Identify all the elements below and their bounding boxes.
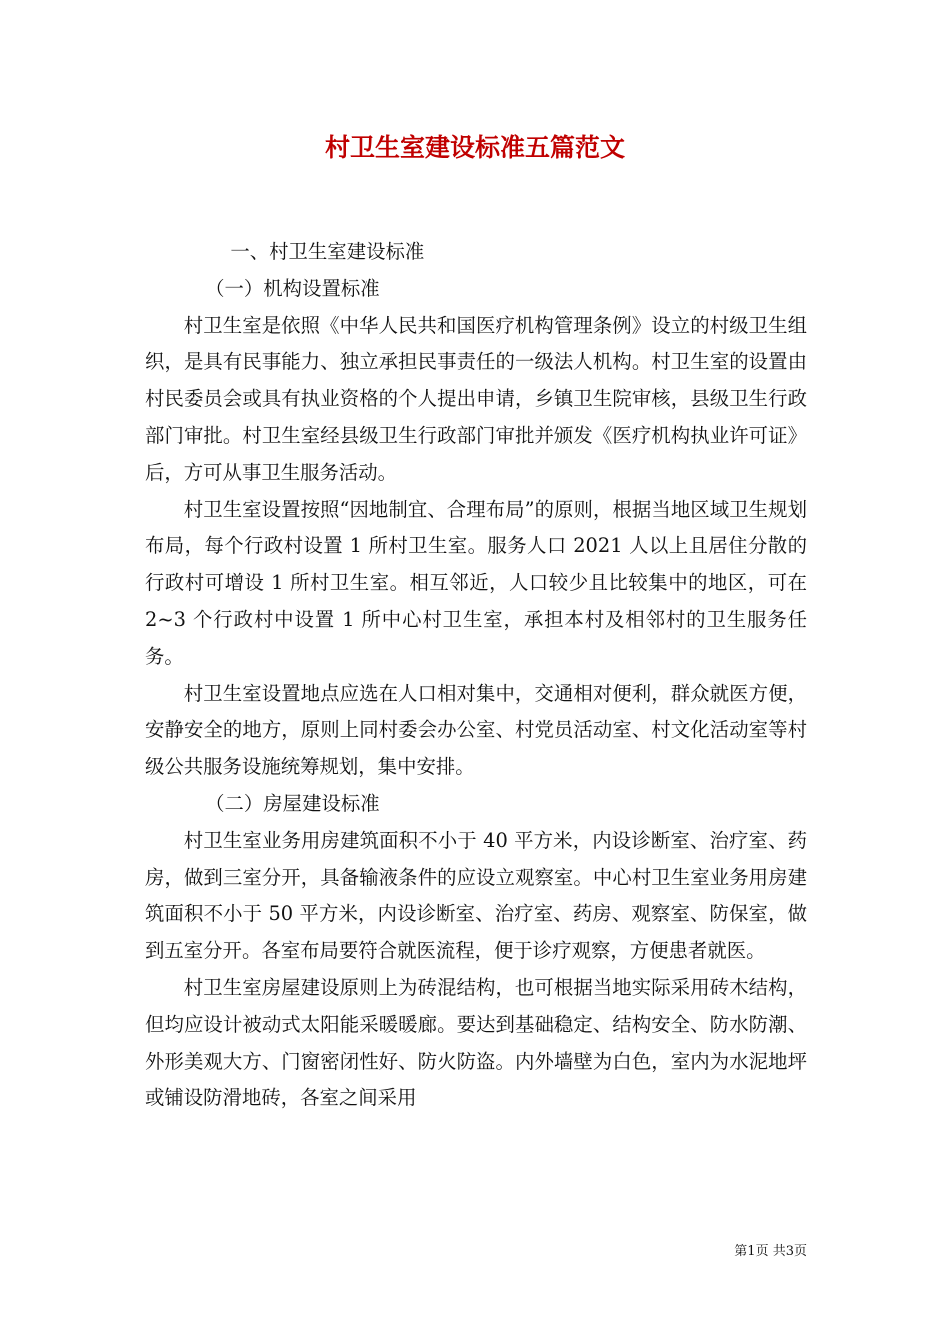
- body-paragraph: 村卫生室设置地点应选在人口相对集中，交通相对便利，群众就医方便，安静安全的地方，原则上同村委会办公室、村党员活动室、村文化活动室等村级公共服务设施统筹规划，集中安排。: [145, 681, 807, 779]
- body-paragraph: 村卫生室房屋建设原则上为砖混结构，也可根据当地实际采用砖木结构，但均应设计被动式太阳能采暖暖廊。要达到基础稳定、结构安全、防水防潮、外形美观大方、门窗密闭性好、防火防盗。内外墙壁为白色，室内为水泥地坪或铺设防滑地砖，各室之间采用: [145, 975, 807, 1110]
- body-paragraph: 村卫生室是依照《中华人民共和国医疗机构管理条例》设立的村级卫生组织，是具有民事能力、独立承担民事责任的一级法人机构。村卫生室的设置由村民委员会或具有执业资格的个人提出申请，乡镇卫生院审核，县级卫生行政部门审批。村卫生室经县级卫生行政部门审批并颁发《医疗机构执业许可证》后，方可从事卫生服务活动。: [145, 313, 807, 484]
- body-paragraph: 村卫生室业务用房建筑面积不小于 40 平方米，内设诊断室、治疗室、药房，做到三室分开，具备输液条件的应设立观察室。中心村卫生室业务用房建筑面积不小于 50 平方米，内设诊断室、治疗室、药房、观察室、防保室，做到五室分开。各室布局要符合就医流程，便于诊疗观察，方便患者就医。: [145, 828, 807, 963]
- page-label-prefix: 第: [734, 1244, 748, 1259]
- subsection-heading: （一）机构设置标准: [205, 276, 380, 300]
- document-title: 村卫生室建设标准五篇范文: [324, 133, 625, 162]
- page-label-suffix: 页: [793, 1244, 807, 1259]
- document-body: [145, 234, 807, 1117]
- body-paragraph: 村卫生室设置按照“因地制宜、合理布局”的原则，根据当地区域卫生规划布局，每个行政村设置 1 所村卫生室。服务人口 2021 人以上且居住分散的行政村可增设 1 所村卫生室。相互邻近，人口较少且比较集中的地区，可在 2~3 个行政村中设置 1 所中心村卫生室，承担本村及相邻村的卫生服务任务。: [145, 497, 807, 668]
- page-label-middle: 页 共: [755, 1244, 786, 1259]
- section-heading: 一、村卫生室建设标准: [230, 240, 425, 263]
- subsection-heading: （二）房屋建设标准: [205, 791, 380, 815]
- current-page-number: 1: [747, 1244, 756, 1259]
- total-pages-number: 3: [785, 1244, 794, 1259]
- page-number-footer: [690, 1243, 807, 1261]
